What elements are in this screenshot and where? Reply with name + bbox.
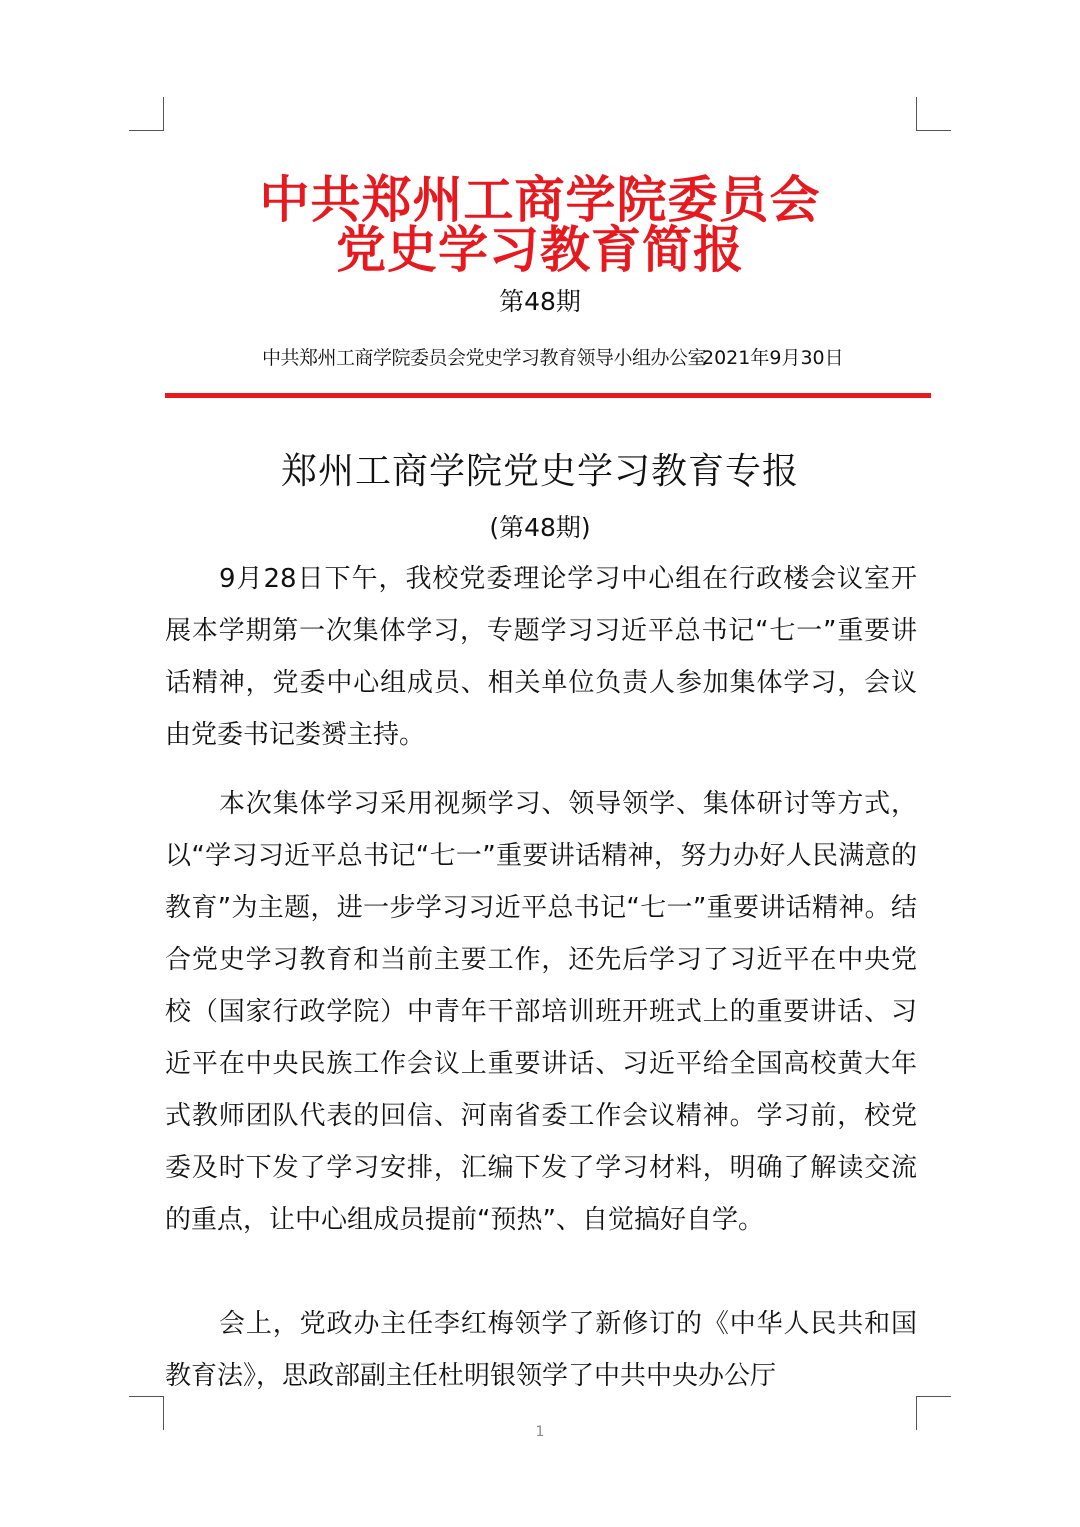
crop-mark-top-right-h [916, 130, 951, 131]
crop-mark-top-left-h [129, 130, 164, 131]
body-paragraph: 会上，党政办主任李红梅领学了新修订的《中华人民共和国教育法》，思政部副主任杜明银领学了中共中央办公厅 [165, 1309, 917, 1391]
red-divider [165, 393, 931, 398]
page-number: 1 [535, 1424, 545, 1440]
masthead-title: 中共郑州工商学院委员会 [259, 171, 821, 229]
article-title: 郑州工商学院党史学习教育专报 [280, 451, 799, 492]
crop-mark-top-right-v [916, 97, 917, 131]
crop-mark-bottom-left-h [129, 1396, 164, 1397]
crop-mark-top-left-v [163, 97, 164, 131]
body-paragraph: 本次集体学习采用视频学习、领导领学、集体研讨等方式，以“学习习近平总书记“七一”重要讲话精神，努力办好人民满意的教育”为主题，进一步学习习近平总书记“七一”重要讲话精神。结合党史学习教育和当前主要工作，还先后学习了习近平在中央党校（国家行政学院）中青年干部培训班开班式上的重要讲话、习近平在中央民族工作会议上重要讲话、习近平给全国高校黄大年式教师团队代表的回信、河南省委工作会议精神。学习前，校党委及时下发了学习安排，汇编下发了学习材料，明确了解读交流的重点，让中心组成员提前“预热”、自觉搞好自学。 [165, 789, 917, 1235]
issue-number: 第48期 [499, 287, 581, 316]
publication-date: 2021年9月30日 [702, 347, 844, 369]
masthead-subtitle: 党史学习教育简报 [336, 221, 744, 279]
body-paragraph: 9月28日下午，我校党委理论学习中心组在行政楼会议室开展本学期第一次集体学习，专题学习习近平总书记“七一”重要讲话精神，党委中心组成员、相关单位负责人参加集体学习，会议由党委书记娄赟主持。 [165, 564, 917, 750]
crop-mark-bottom-right-h [916, 1396, 951, 1397]
article-subtitle: (第48期) [489, 513, 591, 542]
publisher-name: 中共郑州工商学院委员会党史学习教育领导小组办公室 [262, 347, 707, 369]
